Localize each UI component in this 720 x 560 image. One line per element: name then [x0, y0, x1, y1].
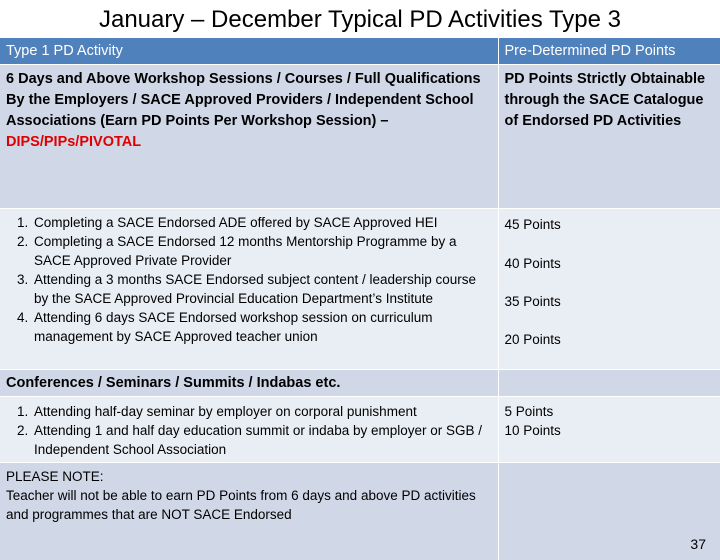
table-row [0, 65, 720, 209]
points-value: 45 Points [504, 217, 561, 232]
list-item: 1. Attending half-day seminar by employer on corporal punishment [32, 402, 492, 421]
points-value: 35 Points [504, 294, 561, 309]
list-item: 1. Completing a SACE Endorsed ADE offered by SACE Approved HEI [32, 213, 492, 232]
table-row [0, 463, 720, 560]
endorsed-points-cell [498, 209, 720, 370]
conferences-heading: Conferences / Seminars / Summits / Indabas etc. [0, 370, 498, 397]
header-points: Pre-Determined PD Points [498, 38, 720, 65]
endorsed-activities-list [6, 213, 492, 346]
page-number: 37 [690, 535, 706, 552]
header-activity: Type 1 PD Activity [0, 38, 498, 65]
workshop-description-text: 6 Days and Above Workshop Sessions / Courses / Full Qualifications By the Employers / SACE Approved Providers / Independent School Associations (Earn PD Points Per Workshop Session) – [6, 71, 481, 129]
table-row [0, 209, 720, 370]
table-row [0, 370, 720, 397]
list-item: 4. Attending 6 days SACE Endorsed workshop session on curriculum management by SACE Approved teacher union [32, 308, 492, 346]
points-value: 20 Points [504, 332, 561, 347]
conference-activities-cell [0, 397, 498, 463]
table-header-row [0, 38, 720, 65]
page-number-cell [498, 463, 720, 560]
page-title: January – December Typical PD Activities Type 3 [98, 6, 622, 33]
note-text: Teacher will not be able to earn PD Points from 6 days and above PD activities and programmes that are NOT SACE Endorsed [6, 488, 476, 522]
note-cell [0, 463, 498, 560]
conference-activities-list [6, 402, 492, 459]
list-item: 3. Attending a 3 months SACE Endorsed subject content / leadership course by the SACE Approved Provincial Education Department’s Institute [32, 270, 492, 308]
empty-cell [498, 370, 720, 397]
catalogue-points-note: PD Points Strictly Obtainable through the SACE Catalogue of Endorsed PD Activities [498, 65, 720, 209]
workshop-description [0, 65, 498, 209]
points-value: 40 Points [504, 256, 561, 271]
list-item: 2. Completing a SACE Endorsed 12 months Mentorship Programme by a SACE Approved Private Provider [32, 232, 492, 270]
note-heading: PLEASE NOTE: [6, 469, 104, 484]
points-value: 5 Points [504, 404, 554, 419]
endorsed-activities-cell [0, 209, 498, 370]
pd-activities-table [0, 38, 720, 560]
list-item: 2. Attending 1 and half day education summit or indaba by employer or SGB / Independent School Association [32, 421, 492, 459]
conference-points-cell [498, 397, 720, 463]
points-value: 10 Points [504, 423, 561, 438]
dips-pips-pivotal-label: DIPS/PIPs/PIVOTAL [6, 134, 142, 150]
table-row [0, 397, 720, 463]
